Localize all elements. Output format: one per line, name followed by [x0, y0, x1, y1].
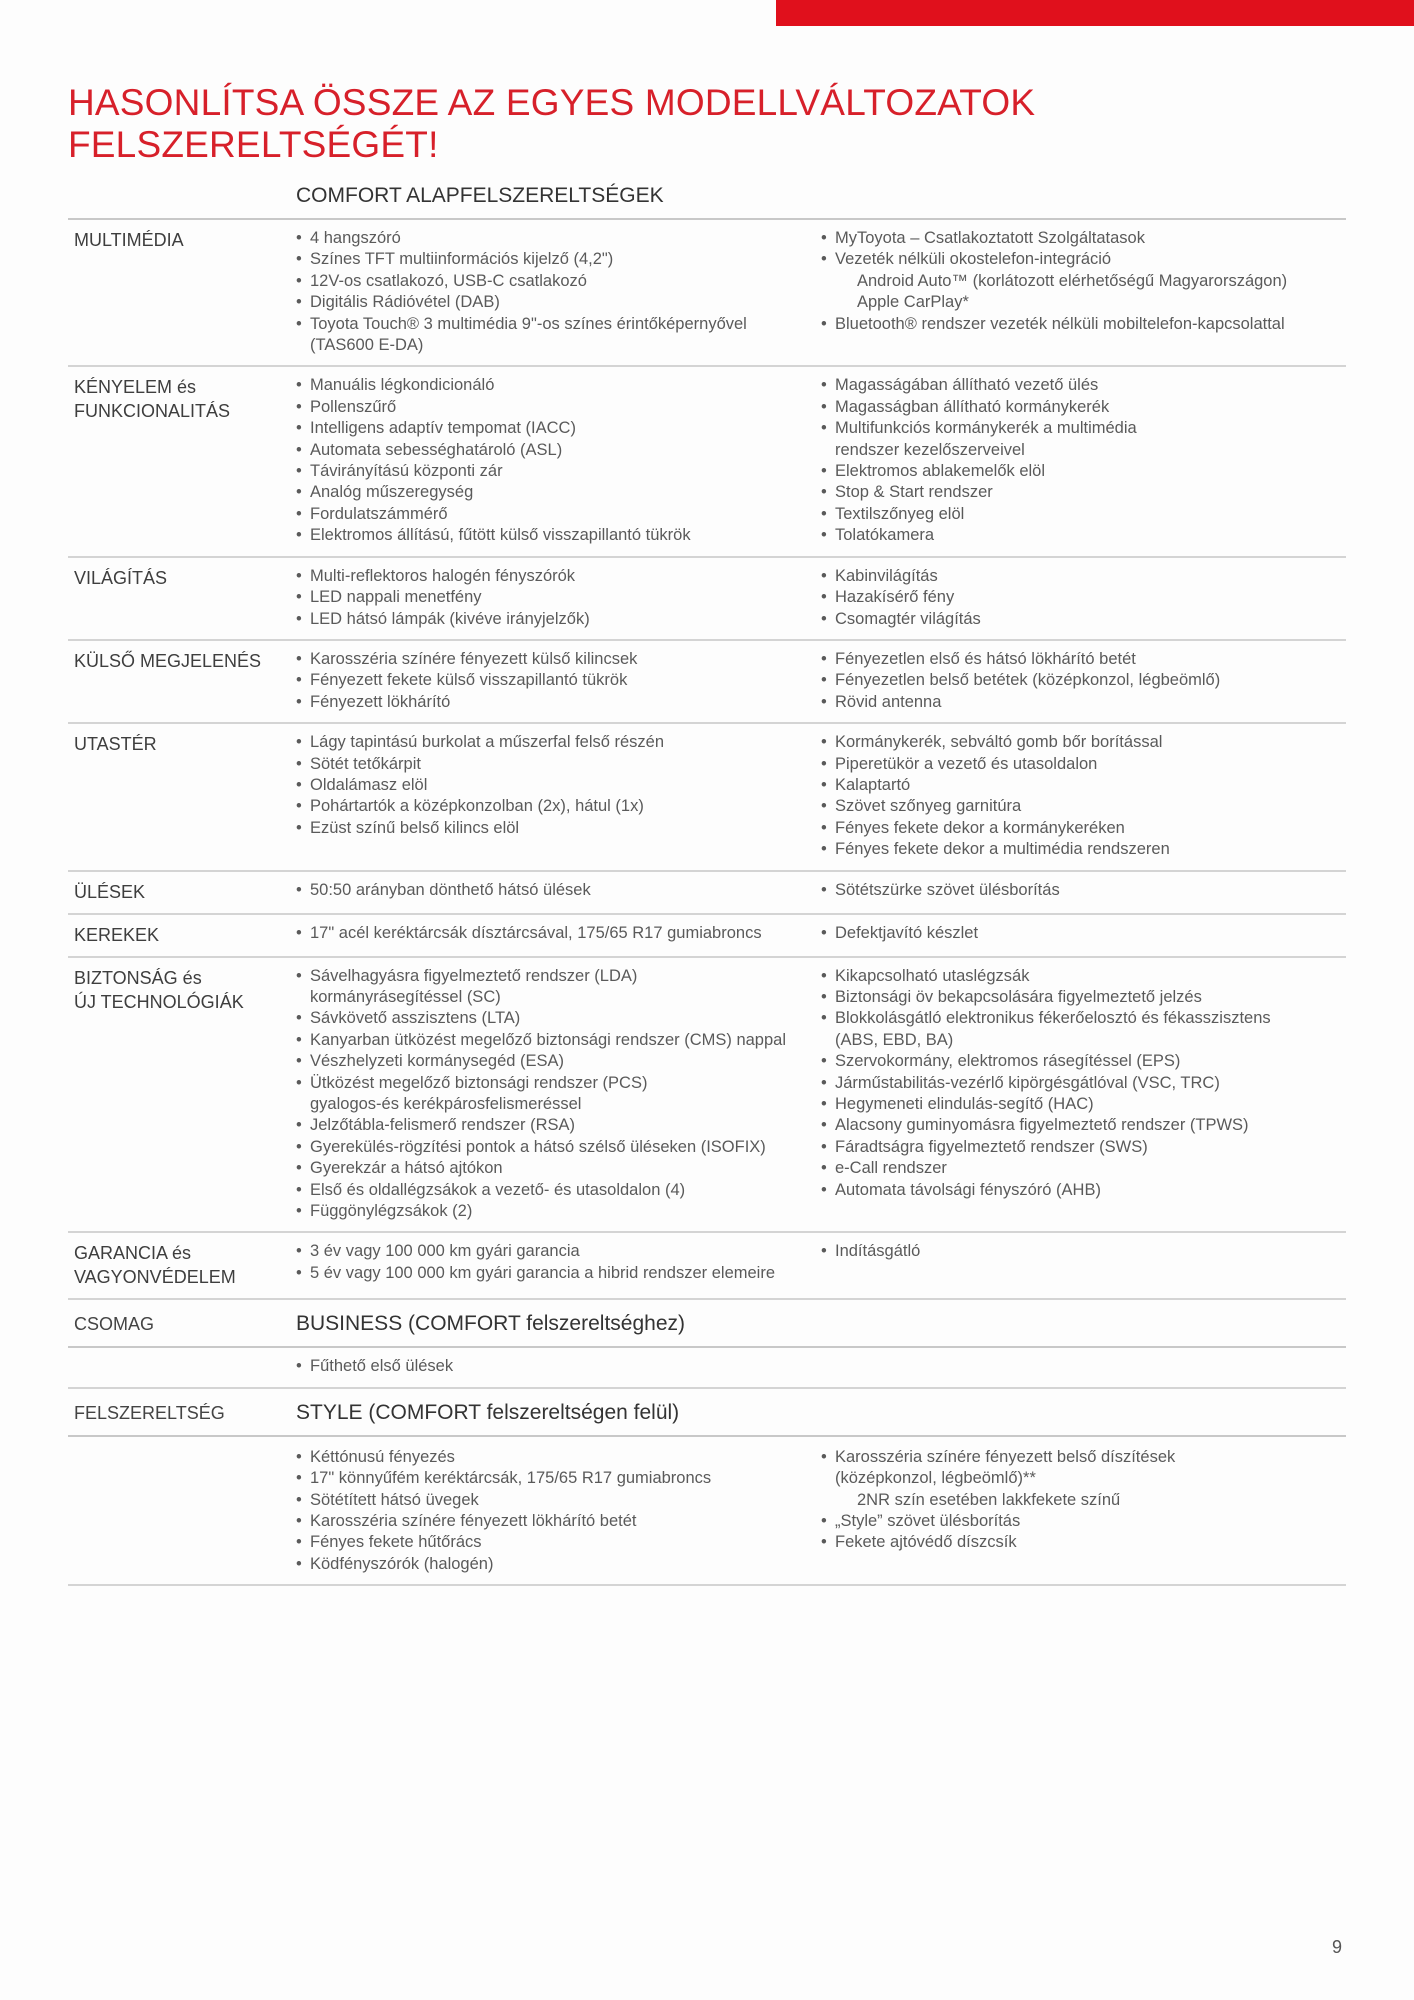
style-item-list-left	[296, 1447, 821, 1575]
feature-item: • LED hátsó lámpák (kivéve irányjelzők)	[296, 609, 821, 630]
feature-item: • Fényezett lökhárító	[296, 692, 821, 713]
feature-item: • Kanyarban ütközést megelőző biztonsági rendszer (CMS) nappal	[296, 1030, 821, 1051]
feature-item: • 3 év vagy 100 000 km gyári garancia	[296, 1241, 821, 1262]
category-label-line: BIZTONSÁG és	[74, 967, 202, 988]
feature-list-left	[296, 228, 821, 356]
category-label-line: GARANCIA és	[74, 1243, 192, 1264]
feature-item: • Elektromos állítású, fűtött külső visszapillantó tükrök	[296, 525, 821, 546]
feature-item: • Elektromos ablakemelők elöl	[821, 461, 1346, 482]
category-label-line: ÚJ TECHNOLÓGIÁK	[74, 991, 244, 1012]
feature-list-left	[296, 375, 821, 546]
feature-list-right	[821, 966, 1346, 1201]
category-label-line: KÉNYELEM és	[74, 377, 197, 398]
equipment-row	[68, 220, 1346, 367]
feature-item: • Blokkolásgátló elektronikus fékerőelosztó és fékasszisztens	[821, 1008, 1346, 1029]
feature-list-right	[821, 649, 1346, 713]
feature-item: • Karosszéria színére fényezett lökhárító betét	[296, 1511, 821, 1532]
feature-item: • Ködfényszórók (halogén)	[296, 1554, 821, 1575]
feature-item: • Fényes fekete hűtőrács	[296, 1532, 821, 1553]
feature-item: • Rövid antenna	[821, 692, 1346, 713]
feature-item: • Biztonsági öv bekapcsolására figyelmeztető jelzés	[821, 987, 1346, 1008]
feature-item: • Lágy tapintású burkolat a műszerfal felső részén	[296, 732, 821, 753]
feature-list-left	[296, 880, 821, 901]
feature-item: • Vészhelyzeti kormánysegéd (ESA)	[296, 1051, 821, 1072]
feature-item: • Alacsony guminyomásra figyelmeztető rendszer (TPWS)	[821, 1115, 1346, 1136]
feature-item: • Fűthető első ülések	[296, 1356, 821, 1377]
feature-item: • Pohártartók a középkonzolban (2x), hátul (1x)	[296, 796, 821, 817]
category-label-line: VILÁGÍTÁS	[74, 567, 168, 588]
style-row	[68, 1437, 1346, 1586]
category-label-line: UTASTÉR	[74, 734, 157, 755]
category-label	[68, 649, 296, 713]
business-section-label: CSOMAG	[74, 1314, 155, 1335]
feature-item: • Sötétszürke szövet ülésborítás	[821, 880, 1346, 901]
feature-item: • Sötét tetőkárpit	[296, 754, 821, 775]
feature-item: • Analóg műszeregység	[296, 482, 821, 503]
feature-item: • Kalaptartó	[821, 775, 1346, 796]
feature-item: • Gyerekülés-rögzítési pontok a hátsó szélső üléseken (ISOFIX)	[296, 1137, 821, 1158]
feature-item: gyalogos-és kerékpárosfelismeréssel	[310, 1095, 582, 1113]
feature-list-left	[296, 566, 821, 630]
category-label	[68, 375, 296, 546]
equipment-row	[68, 915, 1346, 958]
style-section-label: FELSZERELTSÉG	[74, 1402, 225, 1423]
equipment-comparison-table	[68, 178, 1346, 1586]
feature-item: • Piperetükör a vezető és utasoldalon	[821, 754, 1346, 775]
style-section-header	[68, 1395, 1346, 1435]
style-section-title: STYLE (COMFORT felszereltségen felül)	[296, 1400, 680, 1424]
category-label-line: ÜLÉSEK	[74, 881, 146, 902]
feature-item: • Hegymeneti elindulás-segítő (HAC)	[821, 1094, 1346, 1115]
feature-item: • Sávelhagyásra figyelmeztető rendszer (LDA)	[296, 966, 821, 987]
feature-item: • Járműstabilitás-vezérlő kipörgésgátlóval (VSC, TRC)	[821, 1073, 1346, 1094]
feature-item: • Fényezetlen belső betétek (középkonzol, légbeömlő)	[821, 670, 1346, 691]
feature-item: Android Auto™ (korlátozott elérhetőségű Magyarországon)	[857, 271, 1288, 290]
feature-item: • Indításgátló	[821, 1241, 1346, 1262]
business-section-header	[68, 1306, 1346, 1346]
feature-list-right	[821, 880, 1346, 901]
feature-item: • Multi-reflektoros halogén fényszórók	[296, 566, 821, 587]
feature-item: • 17" acél keréktárcsák dísztárcsával, 175/65 R17 gumiabroncs	[296, 923, 821, 944]
feature-item: • Stop & Start rendszer	[821, 482, 1346, 503]
feature-list-right	[821, 228, 1346, 335]
feature-item: • Kéttónusú fényezés	[296, 1447, 821, 1468]
style-item-list-right	[821, 1447, 1346, 1554]
feature-item: (középkonzol, légbeömlő)**	[835, 1469, 1036, 1488]
feature-item: • Tolatókamera	[821, 525, 1346, 546]
business-item-list	[296, 1356, 821, 1377]
feature-item: • Automata távolsági fényszóró (AHB)	[821, 1180, 1346, 1201]
feature-item: • Hazakísérő fény	[821, 587, 1346, 608]
category-label	[68, 732, 296, 860]
equipment-row	[68, 724, 1346, 871]
feature-item: • Fényes fekete dekor a multimédia rendszeren	[821, 839, 1346, 860]
category-label-line: KEREKEK	[74, 924, 160, 945]
feature-item: • Fekete ajtóvédő díszcsík	[821, 1532, 1346, 1553]
comfort-section-title: COMFORT ALAPFELSZERELTSÉGEK	[296, 184, 664, 207]
page-heading: HASONLÍTSA ÖSSZE AZ EGYES MODELLVÁLTOZATOK FELSZERELTSÉGÉT!	[68, 82, 1036, 165]
comfort-rows	[68, 220, 1346, 1300]
category-label-line: MULTIMÉDIA	[74, 230, 184, 250]
feature-item: • Csomagtér világítás	[821, 609, 1346, 630]
equipment-row	[68, 1233, 1346, 1300]
feature-item: • Intelligens adaptív tempomat (IACC)	[296, 418, 821, 439]
feature-item: • Fényes fekete dekor a kormánykeréken	[821, 818, 1346, 839]
feature-item: • Vezeték nélküli okostelefon-integráció	[821, 249, 1346, 270]
feature-item: • 50:50 arányban dönthető hátsó ülések	[296, 880, 821, 901]
feature-item: 2NR szín esetében lakkfekete színű	[857, 1490, 1121, 1509]
feature-item: • Fényezett fekete külső visszapillantó tükrök	[296, 670, 821, 691]
feature-item: kormányrásegítéssel (SC)	[310, 987, 501, 1006]
category-label-line: KÜLSŐ MEGJELENÉS	[74, 650, 262, 671]
feature-item: • „Style” szövet ülésborítás	[821, 1511, 1346, 1532]
feature-list-left	[296, 649, 821, 713]
feature-list-left	[296, 1241, 821, 1284]
feature-list-left	[296, 923, 821, 944]
feature-item: • Manuális légkondicionáló	[296, 375, 821, 396]
feature-item: Apple CarPlay*	[857, 293, 969, 312]
equipment-row	[68, 958, 1346, 1234]
feature-item: • Szervokormány, elektromos rásegítéssel (EPS)	[821, 1051, 1346, 1072]
equipment-row	[68, 872, 1346, 915]
feature-item: • Színes TFT multiinformációs kijelző (4,2")	[296, 249, 821, 270]
category-label	[68, 1241, 296, 1289]
comfort-section-header	[68, 178, 1346, 218]
feature-item: • Ezüst színű belső kilincs elöl	[296, 818, 821, 839]
feature-item: rendszer kezelőszerveivel	[835, 440, 1025, 459]
feature-item: • Fényezetlen első és hátsó lökhárító betét	[821, 649, 1346, 670]
feature-item: • Sávkövető asszisztens (LTA)	[296, 1008, 821, 1029]
feature-item: • Függönylégzsákok (2)	[296, 1201, 821, 1222]
feature-item: • Kabinvilágítás	[821, 566, 1346, 587]
feature-item: • Fáradtságra figyelmeztető rendszer (SWS)	[821, 1137, 1346, 1158]
feature-item: (ABS, EBD, BA)	[835, 1030, 954, 1049]
business-row	[68, 1348, 1346, 1388]
feature-list-right	[821, 923, 1346, 944]
equipment-row	[68, 558, 1346, 641]
feature-item: • Pollenszűrő	[296, 397, 821, 418]
feature-item: • Defektjavító készlet	[821, 923, 1346, 944]
feature-item: • Automata sebességhatároló (ASL)	[296, 440, 821, 461]
feature-list-right	[821, 1241, 1346, 1262]
category-label	[68, 880, 296, 904]
feature-item: • 5 év vagy 100 000 km gyári garancia a hibrid rendszer elemeire	[296, 1263, 821, 1284]
feature-list-right	[821, 375, 1346, 546]
equipment-row	[68, 641, 1346, 724]
feature-item: • Magasságban állítható kormánykerék	[821, 397, 1346, 418]
feature-list-right	[821, 732, 1346, 860]
category-label	[68, 228, 296, 356]
feature-item: • Magasságában állítható vezető ülés	[821, 375, 1346, 396]
feature-item: • LED nappali menetfény	[296, 587, 821, 608]
feature-item: • Első és oldallégzsákok a vezető- és utasoldalon (4)	[296, 1180, 821, 1201]
feature-item: • 17" könnyűfém keréktárcsák, 175/65 R17 gumiabroncs	[296, 1468, 821, 1489]
feature-item: • Bluetooth® rendszer vezeték nélküli mobiltelefon-kapcsolattal	[821, 314, 1346, 335]
feature-list-left	[296, 966, 821, 1223]
feature-item: • Gyerekzár a hátsó ajtókon	[296, 1158, 821, 1179]
feature-item: • Toyota Touch® 3 multimédia 9"-os színes érintőképernyővel	[296, 314, 821, 335]
category-label-line: FUNKCIONALITÁS	[74, 401, 231, 422]
feature-item: • 4 hangszóró	[296, 228, 821, 249]
top-red-accent-bar	[776, 0, 1414, 26]
feature-item: • Kikapcsolható utaslégzsák	[821, 966, 1346, 987]
feature-item: • Digitális Rádióvétel (DAB)	[296, 292, 821, 313]
feature-item: • e-Call rendszer	[821, 1158, 1346, 1179]
feature-item: • Oldalámasz elöl	[296, 775, 821, 796]
feature-item: • Kormánykerék, sebváltó gomb bőr borítással	[821, 732, 1346, 753]
feature-item: (TAS600 E-DA)	[310, 336, 424, 355]
feature-item: • 12V-os csatlakozó, USB-C csatlakozó	[296, 271, 821, 292]
feature-list-left	[296, 732, 821, 839]
feature-item: • Multifunkciós kormánykerék a multimédia	[821, 418, 1346, 439]
category-label	[68, 566, 296, 630]
category-label-line: VAGYONVÉDELEM	[74, 1267, 236, 1288]
feature-item: • Ütközést megelőző biztonsági rendszer (PCS)	[296, 1073, 821, 1094]
business-section-title: BUSINESS (COMFORT felszereltséghez)	[296, 1312, 685, 1336]
feature-item: • Karosszéria színére fényezett külső kilincsek	[296, 649, 821, 670]
feature-item: • Fordulatszámmérő	[296, 504, 821, 525]
category-label	[68, 966, 296, 1223]
feature-item: • Karosszéria színére fényezett belső díszítések	[821, 1447, 1346, 1468]
feature-item: • Távirányítású központi zár	[296, 461, 821, 482]
feature-item: • Sötétített hátsó üvegek	[296, 1490, 821, 1511]
feature-item: • Szövet szőnyeg garnitúra	[821, 796, 1346, 817]
feature-item: • Textilszőnyeg elöl	[821, 504, 1346, 525]
category-label	[68, 923, 296, 947]
feature-item: • MyToyota – Csatlakoztatott Szolgáltatasok	[821, 228, 1346, 249]
feature-list-right	[821, 566, 1346, 630]
equipment-row	[68, 367, 1346, 557]
feature-item: • Jelzőtábla-felismerő rendszer (RSA)	[296, 1115, 821, 1136]
page-number: 9	[1332, 1937, 1343, 1957]
